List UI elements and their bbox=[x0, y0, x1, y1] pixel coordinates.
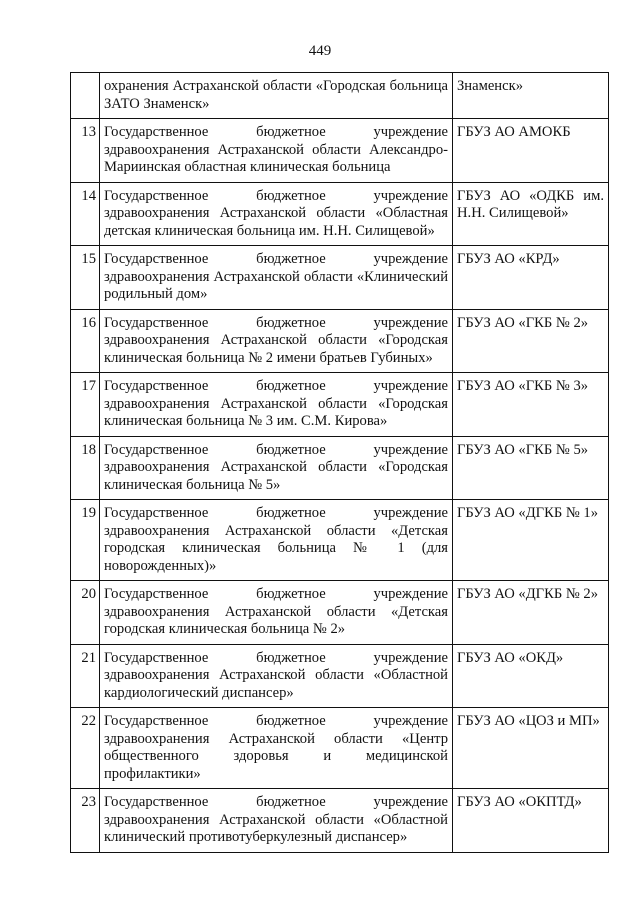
page-number: 449 bbox=[308, 43, 332, 59]
institution-abbreviation: ГБУЗ АО «ГКБ № 5» bbox=[453, 436, 609, 500]
institution-name: Государственное бюджетное учреждение здравоохранения Астраханской области «Детская городская клиническая больница № 1 (для новорожденных)» bbox=[100, 500, 453, 581]
row-number: 22 bbox=[71, 708, 100, 789]
table-row bbox=[71, 309, 609, 373]
table-row bbox=[71, 373, 609, 437]
row-number bbox=[71, 73, 100, 119]
row-number: 13 bbox=[71, 119, 100, 183]
table-row bbox=[71, 73, 609, 119]
institution-name: Государственное бюджетное учреждение здравоохранения Астраханской области «Областной клинический противотуберкулезный диспансер» bbox=[100, 789, 453, 853]
institution-name: охранения Астраханской области «Городская больница ЗАТО Знаменск» bbox=[100, 73, 453, 119]
institution-abbreviation: ГБУЗ АО «ОКПТД» bbox=[453, 789, 609, 853]
row-number: 16 bbox=[71, 309, 100, 373]
institution-name: Государственное бюджетное учреждение здравоохранения Астраханской области «Городская клиническая больница № 2 имени братьев Губиных» bbox=[100, 309, 453, 373]
institution-name: Государственное бюджетное учреждение здравоохранения Астраханской области «Областной кардиологический диспансер» bbox=[100, 644, 453, 708]
table-row bbox=[71, 789, 609, 853]
table-row bbox=[71, 500, 609, 581]
institution-name: Государственное бюджетное учреждение здравоохранения Астраханской области «Центр общественного здоровья и медицинской профилактики» bbox=[100, 708, 453, 789]
institution-name: Государственное бюджетное учреждение здравоохранения Астраханской области «Клинический родильный дом» bbox=[100, 246, 453, 310]
institution-abbreviation: ГБУЗ АО «ГКБ № 2» bbox=[453, 309, 609, 373]
institution-abbreviation: ГБУЗ АО «ОКД» bbox=[453, 644, 609, 708]
institution-abbreviation: ГБУЗ АО «КРД» bbox=[453, 246, 609, 310]
table-row bbox=[71, 644, 609, 708]
row-number: 19 bbox=[71, 500, 100, 581]
institutions-table bbox=[70, 72, 609, 853]
table-row bbox=[71, 708, 609, 789]
table-row bbox=[71, 119, 609, 183]
institution-abbreviation: ГБУЗ АО «ДГКБ № 1» bbox=[453, 500, 609, 581]
row-number: 21 bbox=[71, 644, 100, 708]
row-number: 20 bbox=[71, 581, 100, 645]
institution-name: Государственное бюджетное учреждение здравоохранения Астраханской области «Городская клиническая больница № 3 им. С.М. Кирова» bbox=[100, 373, 453, 437]
institution-abbreviation: ГБУЗ АО «ОДКБ им. Н.Н. Силищевой» bbox=[453, 182, 609, 246]
row-number: 15 bbox=[71, 246, 100, 310]
institution-name: Государственное бюджетное учреждение здравоохранения Астраханской области «Детская городская клиническая больница № 2» bbox=[100, 581, 453, 645]
table-row bbox=[71, 246, 609, 310]
table-row bbox=[71, 436, 609, 500]
institution-name: Государственное бюджетное учреждение здравоохранения Астраханской области «Городская клиническая больница № 5» bbox=[100, 436, 453, 500]
institution-abbreviation: Знаменск» bbox=[453, 73, 609, 119]
row-number: 17 bbox=[71, 373, 100, 437]
institution-name: Государственное бюджетное учреждение здравоохранения Астраханской области Александро-Мариинская областная клиническая больница bbox=[100, 119, 453, 183]
table-body bbox=[71, 73, 609, 853]
institution-abbreviation: ГБУЗ АО АМОКБ bbox=[453, 119, 609, 183]
table-row bbox=[71, 182, 609, 246]
institution-abbreviation: ГБУЗ АО «ГКБ № 3» bbox=[453, 373, 609, 437]
row-number: 18 bbox=[71, 436, 100, 500]
table-row bbox=[71, 581, 609, 645]
institution-abbreviation: ГБУЗ АО «ДГКБ № 2» bbox=[453, 581, 609, 645]
institution-name: Государственное бюджетное учреждение здравоохранения Астраханской области «Областная детская клиническая больница им. Н.Н. Силищевой» bbox=[100, 182, 453, 246]
institution-abbreviation: ГБУЗ АО «ЦОЗ и МП» bbox=[453, 708, 609, 789]
row-number: 14 bbox=[71, 182, 100, 246]
row-number: 23 bbox=[71, 789, 100, 853]
